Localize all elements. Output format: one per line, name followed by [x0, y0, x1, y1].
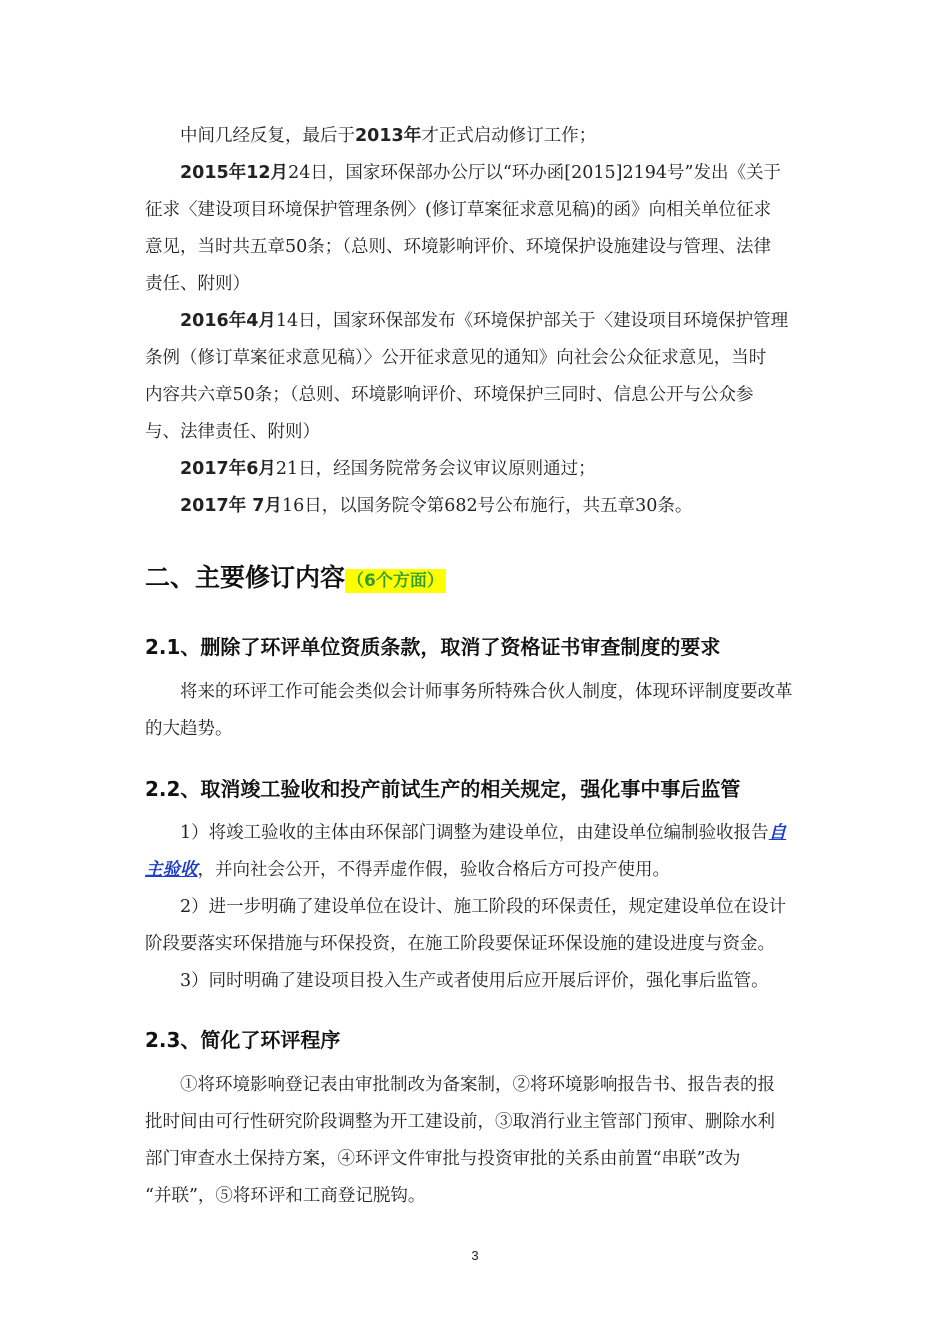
text-2016-line4: 与、法律责任、附则）: [145, 422, 320, 442]
text-2-3-line1: ①将环境影响登记表由审批制改为备案制，②将环境影响报告书、报告表的报: [180, 1075, 775, 1095]
text-2015-line2: 征求〈建设项目环境保护管理条例〉(修订草案征求意见稿)的函》向相关单位征求: [145, 200, 772, 220]
bold-2013: 2013年: [355, 126, 422, 146]
section-2-title-text: 二、主要修订内容: [145, 563, 346, 592]
history-paragraph-2013: [145, 118, 845, 155]
history-paragraph-2015: [145, 155, 845, 303]
history-paragraph-2017b: [145, 488, 845, 525]
bold-2017b: 2017年 7月: [180, 496, 282, 516]
text-2017b: 16日，以国务院令第682号公布施行，共五章30条。: [281, 496, 693, 516]
text-2-3-line3: 部门审查水土保持方案，④环评文件审批与投资审批的关系由前置“串联”改为: [145, 1149, 741, 1169]
history-paragraph-2016: [145, 303, 845, 451]
text-2-2-p1-line1: 1）将竣工验收的主体由环保部门调整为建设单位，由建设单位编制验收报告: [180, 823, 769, 843]
text-2-2-p1-line2: ，并向社会公开，不得弄虚作假，验收合格后方可投产使用。: [197, 860, 670, 880]
paragraph-2-3: [145, 1067, 845, 1215]
text-2013-post: 才正式启动修订工作；: [421, 126, 597, 146]
text-2016-line2: 条例（修订草案征求意见稿）〉公开征求意见的通知》向社会公众征求意见，当时: [145, 348, 767, 368]
section-2-highlight: （6个方面）: [347, 571, 444, 591]
text-2016-line1: 14日，国家环保部发布《环境保护部关于〈建设项目环境保护管理: [275, 311, 789, 331]
self-acceptance-link-part1[interactable]: 自: [768, 823, 787, 843]
text-2013-pre: 中间几经反复，最后于: [180, 126, 355, 146]
bold-2016: 2016年4月: [180, 311, 276, 331]
text-2-2-p2-line2: 阶段要落实环保措施与环保投资，在施工阶段要保证环保设施的建设进度与资金。: [145, 934, 775, 954]
text-2015-line3: 意见，当时共五章50条；（总则、环境影响评价、环境保护设施建设与管理、法律: [145, 237, 772, 257]
history-paragraph-2017a: [145, 451, 845, 488]
text-2-2-p3-line1: 3）同时明确了建设项目投入生产或者使用后应开展后评价，强化事后监管。: [180, 971, 769, 991]
text-2-1-line2: 的大趋势。: [145, 719, 233, 739]
text-2-2-p2-line1: 2）进一步明确了建设单位在设计、施工阶段的环保责任，规定建设单位在设计: [180, 897, 787, 917]
self-acceptance-link-part2[interactable]: 主验收: [145, 860, 198, 880]
heading-2-2: 2.2、取消竣工验收和投产前试生产的相关规定，强化事中事后监管: [145, 777, 741, 801]
text-2015-line1: 24日，国家环保部办公厅以“环办函[2015]2194号”发出《关于: [288, 163, 781, 183]
text-2016-line3: 内容共六章50条；（总则、环境影响评价、环境保护三同时、信息公开与公众参: [145, 385, 754, 405]
bold-2015: 2015年12月: [180, 163, 289, 183]
text-2017a: 21日，经国务院常务会议审议原则通过；: [275, 459, 596, 479]
page-number: 3: [471, 1248, 479, 1263]
text-2015-line4: 责任、附则）: [145, 274, 250, 294]
text-2-3-line2: 批时间由可行性研究阶段调整为开工建设前，③取消行业主管部门预审、删除水利: [145, 1112, 775, 1132]
bold-2017a: 2017年6月: [180, 459, 276, 479]
text-2-3-line4: “并联”，⑤将环评和工商登记脱钩。: [145, 1186, 426, 1206]
paragraph-2-2: [145, 815, 845, 1000]
paragraph-2-1: [145, 674, 845, 748]
heading-2-3: 2.3、简化了环评程序: [145, 1028, 341, 1052]
heading-2-1: 2.1、删除了环评单位资质条款，取消了资格证书审查制度的要求: [145, 635, 721, 659]
text-2-1-line1: 将来的环评工作可能会类似会计师事务所特殊合伙人制度，体现环评制度要改革: [180, 682, 793, 702]
section-2-title: [145, 558, 446, 594]
